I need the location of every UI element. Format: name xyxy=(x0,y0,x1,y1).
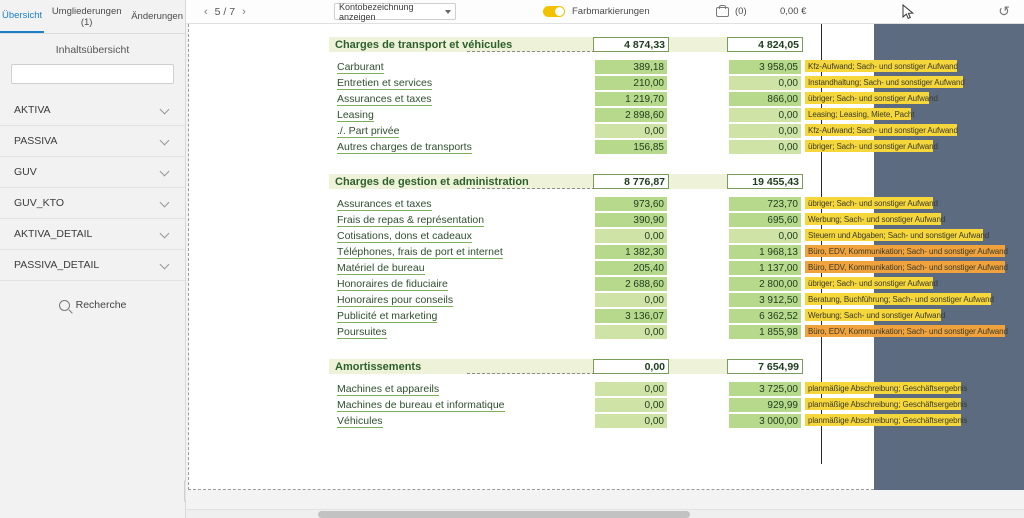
sidebar-tree xyxy=(0,98,185,281)
account-label-select-value: Kontobezeichnung anzeigen xyxy=(339,1,414,22)
tab-umgliederungen[interactable] xyxy=(44,0,129,33)
tag-counter[interactable] xyxy=(716,6,747,17)
row-value-current[interactable]: 0,00 xyxy=(595,124,667,138)
row-value-previous[interactable]: 3 912,50 xyxy=(729,293,801,307)
section-total-current: 8 776,87 xyxy=(593,174,669,189)
sidebar-item-aktiva-detail[interactable] xyxy=(0,222,185,246)
sidebar-item-passiva-label: PASSIVA xyxy=(14,135,58,147)
color-highlight-label: Farbmarkierungen xyxy=(572,6,650,17)
row-value-current[interactable]: 0,00 xyxy=(595,325,667,339)
prev-page-button[interactable]: ‹ xyxy=(204,5,208,18)
top-toolbar xyxy=(186,0,1024,24)
row-label: Publicité et marketing xyxy=(337,309,438,322)
sidebar-item-passiva-detail[interactable] xyxy=(0,253,185,277)
row-value-current[interactable]: 210,00 xyxy=(595,76,667,90)
row-label: Poursuites xyxy=(337,325,387,338)
chevron-down-icon xyxy=(161,136,171,146)
section-title: Charges de gestion et administration xyxy=(335,175,529,188)
table-row[interactable] xyxy=(189,381,968,397)
row-label: Autres charges de transports xyxy=(337,140,472,153)
row-value-current[interactable]: 0,00 xyxy=(595,293,667,307)
table-row[interactable] xyxy=(189,244,1008,260)
tab-uebersicht-label: Übersicht xyxy=(2,10,43,22)
tab-uebersicht[interactable] xyxy=(0,0,44,33)
category-annotation-chip[interactable]: Steuern und Abgaben; Sach- und sonstiger Aufwand xyxy=(805,229,983,241)
tag-count-label: (0) xyxy=(735,6,747,17)
recherche-button[interactable] xyxy=(0,299,185,311)
sidebar-item-aktiva-detail-label: AKTIVA_DETAIL xyxy=(14,228,93,240)
sidebar-item-passiva-detail-label: PASSIVA_DETAIL xyxy=(14,259,100,271)
sidebar-search-input[interactable] xyxy=(11,64,174,84)
divider xyxy=(0,249,185,250)
row-value-current[interactable]: 156,85 xyxy=(595,140,667,154)
page-navigation xyxy=(204,6,246,18)
sidebar-tabs xyxy=(0,0,185,34)
row-label: Matériel de bureau xyxy=(337,261,425,274)
horizontal-scrollbar-thumb[interactable] xyxy=(318,511,690,518)
row-value-previous[interactable]: 6 362,52 xyxy=(729,309,801,323)
table-row[interactable] xyxy=(189,260,1008,276)
cursor-icon xyxy=(902,4,916,20)
tab-umgliederungen-label: Umgliederungen (1) xyxy=(51,5,122,28)
category-annotation-chip[interactable]: Werbung; Sach- und sonstiger Aufwand xyxy=(805,309,941,321)
tab-aenderungen[interactable] xyxy=(129,0,185,33)
row-label: Assurances et taxes xyxy=(337,92,432,105)
row-value-current[interactable]: 390,90 xyxy=(595,213,667,227)
row-value-previous[interactable]: 0,00 xyxy=(729,124,801,138)
divider xyxy=(0,156,185,157)
color-highlight-toggle[interactable] xyxy=(543,6,650,17)
row-value-current[interactable]: 2 688,60 xyxy=(595,277,667,291)
row-value-previous[interactable]: 1 968,13 xyxy=(729,245,801,259)
category-annotation-chip[interactable]: Werbung; Sach- und sonstiger Aufwand xyxy=(805,213,941,225)
divider xyxy=(0,187,185,188)
table-row[interactable] xyxy=(189,196,938,212)
table-row[interactable] xyxy=(189,123,958,139)
category-annotation-chip[interactable]: planmäßige Abschreibung; Geschäftsergebnis xyxy=(805,382,961,394)
category-annotation-chip[interactable]: Büro, EDV, Kommunikation; Sach- und sonstiger Aufwand xyxy=(805,325,1005,337)
search-icon xyxy=(59,300,70,311)
sidebar-item-guv-label: GUV xyxy=(14,166,37,178)
table-row[interactable] xyxy=(189,413,968,429)
chevron-down-icon xyxy=(161,198,171,208)
divider xyxy=(0,218,185,219)
row-value-previous[interactable]: 2 800,00 xyxy=(729,277,801,291)
row-value-previous[interactable]: 0,00 xyxy=(729,229,801,243)
category-annotation-chip[interactable]: Kfz-Aufwand; Sach- und sonstiger Aufwand xyxy=(805,60,957,72)
row-value-current[interactable]: 205,40 xyxy=(595,261,667,275)
tag-icon xyxy=(716,7,729,17)
page-indicator: 5 / 7 xyxy=(214,5,236,18)
sidebar-item-guv[interactable] xyxy=(0,160,185,184)
section-connector-line xyxy=(467,188,595,189)
row-label: Téléphones, frais de port et internet xyxy=(337,245,503,258)
table-row[interactable] xyxy=(189,324,1008,340)
chevron-down-icon xyxy=(161,167,171,177)
category-annotation-chip[interactable]: planmäßige Abschreibung; Geschäftsergebnis xyxy=(805,398,961,410)
category-annotation-chip[interactable]: übriger; Sach- und sonstiger Aufwand xyxy=(805,92,929,104)
row-label: ./. Part privée xyxy=(337,124,400,137)
section-title: Charges de transport et véhicules xyxy=(335,38,513,51)
row-value-previous[interactable]: 723,70 xyxy=(729,197,801,211)
row-label: Carburant xyxy=(337,60,384,73)
divider xyxy=(0,280,185,281)
row-value-previous[interactable]: 1 855,98 xyxy=(729,325,801,339)
category-annotation-chip[interactable]: Büro, EDV, Kommunikation; Sach- und sonstiger Aufwand xyxy=(805,245,1005,257)
category-annotation-chip[interactable]: übriger; Sach- und sonstiger Aufwand xyxy=(805,197,933,209)
row-value-current[interactable]: 973,60 xyxy=(595,197,667,211)
section-total-current: 0,00 xyxy=(593,359,669,374)
row-value-previous[interactable]: 1 137,00 xyxy=(729,261,801,275)
category-annotation-chip[interactable]: Kfz-Aufwand; Sach- und sonstiger Aufwand xyxy=(805,124,957,136)
row-value-previous[interactable]: 929,99 xyxy=(729,398,801,412)
divider xyxy=(0,125,185,126)
sidebar-item-aktiva[interactable] xyxy=(0,98,185,122)
document-viewport[interactable] xyxy=(186,24,1024,518)
horizontal-scrollbar[interactable] xyxy=(186,509,1024,518)
table-row[interactable] xyxy=(189,228,990,244)
chevron-down-icon xyxy=(161,229,171,239)
row-value-current[interactable]: 389,18 xyxy=(595,60,667,74)
table-row[interactable] xyxy=(189,91,938,107)
chevron-down-icon xyxy=(161,105,171,115)
recherche-label: Recherche xyxy=(75,299,127,311)
section-title: Amortissements xyxy=(335,360,422,373)
sidebar-item-passiva[interactable] xyxy=(0,129,185,153)
tag-amount-label: 0,00 € xyxy=(780,6,807,17)
category-annotation-chip[interactable]: Instandhaltung; Sach- und sonstiger Aufwand xyxy=(805,76,963,88)
row-label: Leasing xyxy=(337,108,374,121)
table-row[interactable] xyxy=(189,397,968,413)
chevron-down-icon xyxy=(445,10,451,14)
row-label: Honoraires pour conseils xyxy=(337,293,454,306)
table-row[interactable] xyxy=(189,59,958,75)
row-label: Entretien et services xyxy=(337,76,433,89)
table-row[interactable] xyxy=(189,75,965,91)
sidebar-item-guv-kto[interactable] xyxy=(0,191,185,215)
table-row[interactable] xyxy=(189,107,915,123)
section-header-row xyxy=(189,173,875,190)
sidebar-item-aktiva-label: AKTIVA xyxy=(14,104,51,116)
section-connector-line xyxy=(467,51,595,52)
section-total-previous: 19 455,43 xyxy=(727,174,803,189)
chevron-down-icon xyxy=(161,260,171,270)
content-overview-heading: Inhaltsübersicht xyxy=(55,44,130,56)
category-annotation-chip[interactable]: Büro, EDV, Kommunikation; Sach- und sonstiger Aufwand xyxy=(805,261,1005,273)
table-row[interactable] xyxy=(189,276,938,292)
undo-button[interactable]: ↺ xyxy=(998,3,1010,19)
table-row[interactable] xyxy=(189,308,946,324)
row-label: Cotisations, dons et cadeaux xyxy=(337,229,472,242)
row-value-previous[interactable]: 866,00 xyxy=(729,92,801,106)
section-total-previous: 7 654,99 xyxy=(727,359,803,374)
row-value-previous[interactable]: 3 725,00 xyxy=(729,382,801,396)
row-value-current[interactable]: 0,00 xyxy=(595,382,667,396)
category-annotation-chip[interactable]: planmäßige Abschreibung; Geschäftsergebnis xyxy=(805,414,961,426)
row-value-current[interactable]: 1 382,30 xyxy=(595,245,667,259)
category-annotation-chip[interactable]: übriger; Sach- und sonstiger Aufwand xyxy=(805,140,933,152)
row-label: Honoraires de fiduciaire xyxy=(337,277,448,290)
row-label: Machines de bureau et informatique xyxy=(337,398,505,411)
row-label: Frais de repas & représentation xyxy=(337,213,485,226)
sidebar-item-guv-kto-label: GUV_KTO xyxy=(14,197,64,209)
category-annotation-chip[interactable]: Beratung, Buchführung; Sach- und sonstiger Aufwand xyxy=(805,293,991,305)
section-header-row xyxy=(189,358,875,375)
row-label: Véhicules xyxy=(337,414,383,427)
row-value-previous[interactable]: 0,00 xyxy=(729,108,801,122)
next-page-button[interactable]: › xyxy=(242,5,246,18)
row-value-current[interactable]: 3 136,07 xyxy=(595,309,667,323)
row-label: Machines et appareils xyxy=(337,382,440,395)
account-label-select[interactable] xyxy=(334,3,456,20)
category-annotation-chip[interactable]: Leasing; Leasing, Miete, Pacht xyxy=(805,108,911,120)
row-value-current[interactable]: 2 898,60 xyxy=(595,108,667,122)
row-label: Assurances et taxes xyxy=(337,197,432,210)
row-value-current[interactable]: 0,00 xyxy=(595,398,667,412)
row-value-current[interactable]: 0,00 xyxy=(595,229,667,243)
row-value-current[interactable]: 1 219,70 xyxy=(595,92,667,106)
table-row[interactable] xyxy=(189,139,938,155)
row-value-previous[interactable]: 0,00 xyxy=(729,140,801,154)
section-total-previous: 4 824,05 xyxy=(727,37,803,52)
row-value-previous[interactable]: 0,00 xyxy=(729,76,801,90)
sidebar xyxy=(0,0,186,518)
row-value-previous[interactable]: 695,60 xyxy=(729,213,801,227)
row-value-current[interactable]: 0,00 xyxy=(595,414,667,428)
row-value-previous[interactable]: 3 000,00 xyxy=(729,414,801,428)
toggle-switch-icon xyxy=(543,6,565,17)
row-value-previous[interactable]: 3 958,05 xyxy=(729,60,801,74)
table-row[interactable] xyxy=(189,212,946,228)
tab-aenderungen-label: Änderungen xyxy=(131,11,183,23)
document-page xyxy=(188,24,1008,490)
table-row[interactable] xyxy=(189,292,994,308)
section-total-current: 4 874,33 xyxy=(593,37,669,52)
section-header-row xyxy=(189,36,875,53)
section-connector-line xyxy=(467,373,595,374)
category-annotation-chip[interactable]: übriger; Sach- und sonstiger Aufwand xyxy=(805,277,933,289)
